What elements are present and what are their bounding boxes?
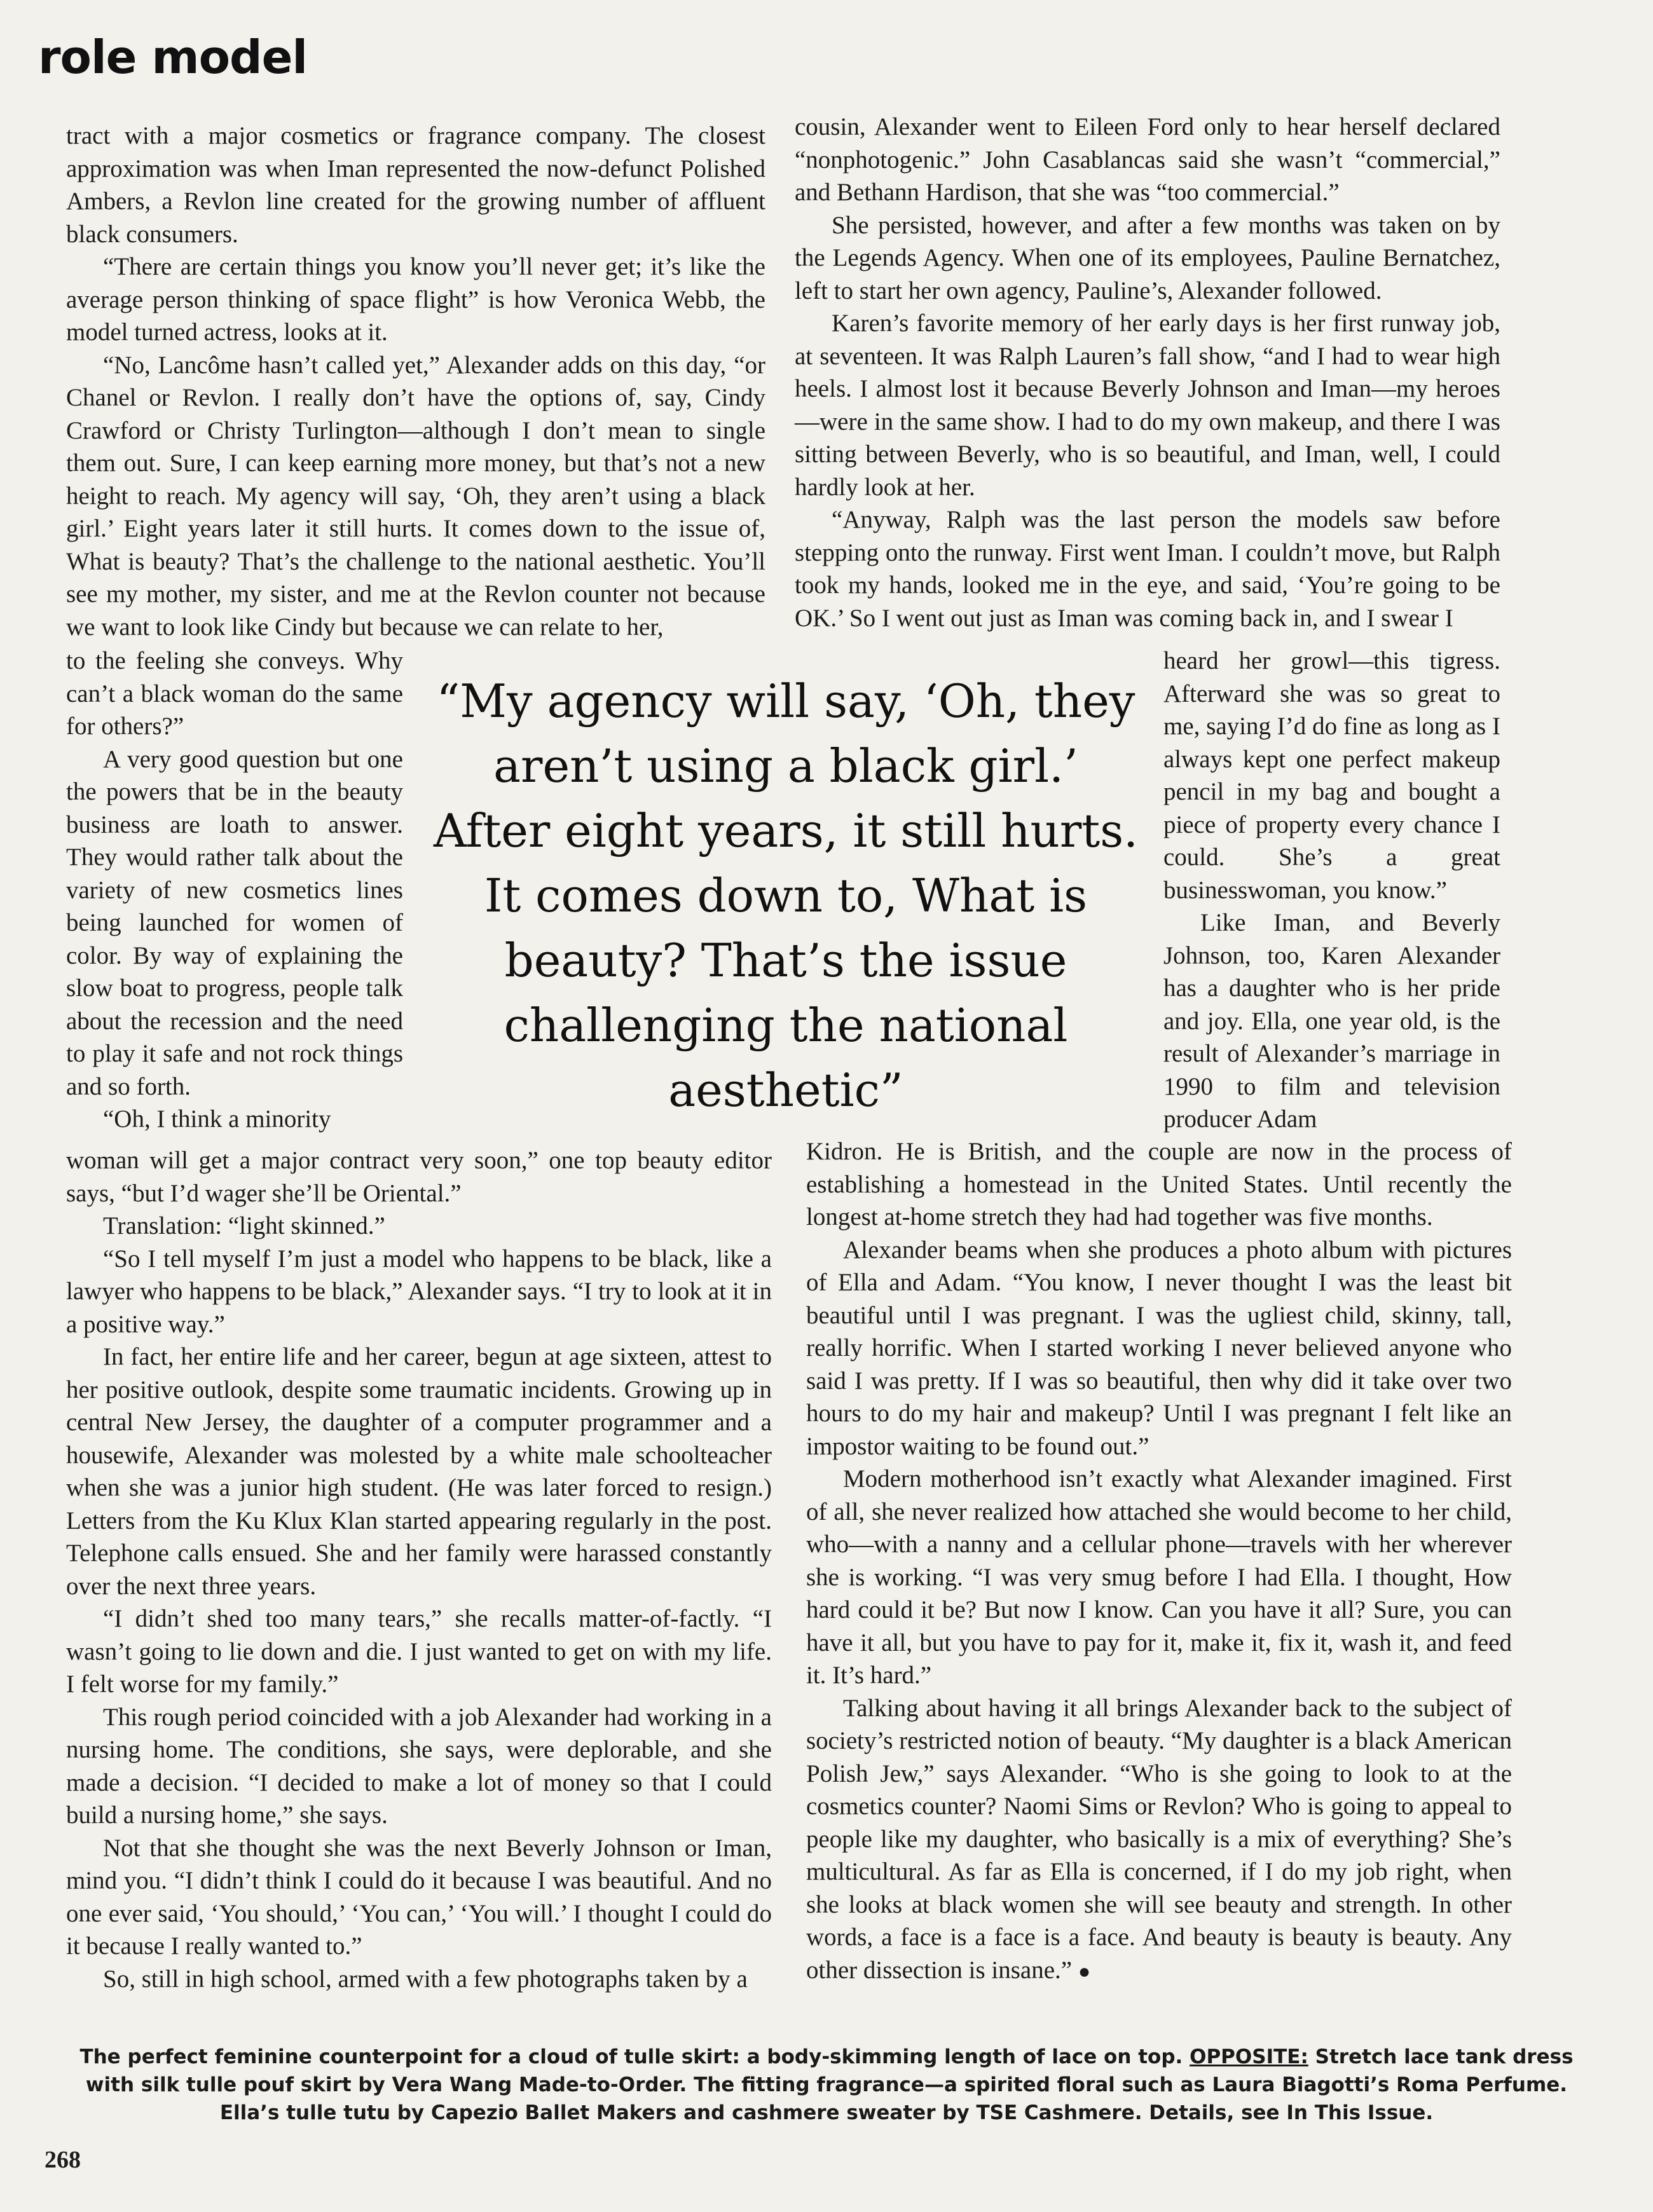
- paragraph: “Anyway, Ralph was the last person the models saw before stepping onto the runway. First went Iman. I couldn’t move, but Ralph took my hands, looked me in the eye, and said, ‘You’re going to be OK.’ So I went out just as Iman was coming back in, and I swear I: [795, 506, 1500, 632]
- paragraph: “No, Lancôme hasn’t called yet,” Alexander adds on this day, “or Chanel or Revlon. I really don’t have the options of, say, Cindy Crawford or Christy Turlington—although I don’t mean to single them out. Sure, I can keep earning more money, but that’s not a new height to reach. My agency will say, ‘Oh, they aren’t using a black girl.’ Eight years later it still hurts. It comes down to the issue of, What is beauty? That’s the challenge to the national aesthetic. You’ll see my mother, my sister, and me at the Revlon counter not because we want to look like Cindy but because we can relate to her,: [66, 351, 765, 641]
- paragraph: “There are certain things you know you’ll never get; it’s like the average person thinking of space flight” is how Veronica Webb, the model turned actress, looks at it.: [66, 253, 765, 346]
- paragraph: Translation: “light skinned.”: [103, 1212, 385, 1239]
- paragraph: Modern motherhood isn’t exactly what Alexander imagined. First of all, she never realized how attached she would become to her child, who—with a nanny and a cellular phone—travels with her wherever she is working. “I was very smug before I had Ella. I thought, How hard could it be? But now I know. Can you have it all? Sure, you can have it all, but you have to pay for it, make it, fix it, wash it, and feed it. It’s hard.”: [806, 1465, 1512, 1689]
- paragraph: Kidron. He is British, and the couple are now in the process of establishing a homestead in the United States. Until recently the longest at-home stretch they had had together was five months.: [806, 1138, 1512, 1231]
- article-column-left-top: [66, 119, 765, 643]
- paragraph-text: Talking about having it all brings Alexander back to the subject of society’s restricted notion of beauty. “My daughter is a black American Polish Jew,” says Alexander. “Who is she going to look to at the cosmetics counter? Naomi Sims or Revlon? Who is going to appeal to people like my daughter, who basically is a mix of everything? She’s multicultural. As far as Ella is concerned, if I do my job right, when she looks at black women she will see beauty and strength. In other words, a face is a face is a face. And beauty is beauty is beauty. Any other dissection is insane.”: [806, 1694, 1512, 1984]
- paragraph: Not that she thought she was the next Beverly Johnson or Iman, mind you. “I didn’t think I could do it because I was beautiful. And no one ever said, ‘You should,’ ‘You can,’ ‘You will.’ I thought I could do it because I really wanted to.”: [66, 1834, 772, 1960]
- paragraph: cousin, Alexander went to Eileen Ford only to hear herself declared “nonphotogenic.” John Casablancas said she wasn’t “commercial,” and Bethann Hardison, that she was “too commercial.”: [795, 113, 1500, 206]
- paragraph: This rough period coincided with a job Alexander had working in a nursing home. The conditions, she says, were deplorable, and she made a decision. “I decided to make a lot of money so that I could build a nursing home,” she says.: [66, 1703, 772, 1829]
- pull-quote: “My agency will say, ‘Oh, they aren’t using a black girl.’ After eight years, it still hurts. It comes down to, What is beauty? That’s the issue challenging the national aesthetic”: [433, 674, 1139, 1117]
- paragraph: Alexander beams when she produces a photo album with pictures of Ella and Adam. “You know, I never thought I was the least bit beautiful until I was pregnant. I was the ugliest child, skinny, tall, really horrific. When I started working I never believed anyone who said I was pretty. If I was so beautiful, then why did it take over two hours to do my hair and makeup? Until I was pregnant I felt like an impostor waiting to be found out.”: [806, 1236, 1512, 1460]
- article-column-left-mid: [66, 645, 403, 1136]
- article-column-right-bottom: [806, 1135, 1512, 1988]
- paragraph: woman will get a major contract very soon,” one top beauty editor says, “but I’d wager she’ll be Oriental.”: [66, 1147, 772, 1207]
- paragraph: A very good question but one the powers that be in the beauty business are loath to answer. They would rather talk about the variety of new cosmetics lines being launched for women of color. By way of explaining the slow boat to progress, people talk about the recession and the need to play it safe and not rock things and so forth.: [66, 745, 403, 1100]
- article-column-right-mid: [1163, 645, 1500, 1136]
- paragraph: tract with a major cosmetics or fragrance company. The closest approximation was when Iman represented the now-defunct Polished Ambers, a Revlon line created for the growing number of affluent black consumers.: [66, 122, 765, 248]
- paragraph: Karen’s favorite memory of her early days is her first runway job, at seventeen. It was Ralph Lauren’s fall show, “and I had to wear high heels. I almost lost it because Beverly Johnson and Iman—my heroes—were in the same show. I had to do my own makeup, and there I was sitting between Beverly, who is so beautiful, and Iman, well, I could hardly look at her.: [795, 310, 1500, 501]
- caption-intro: The perfect feminine counterpoint for a cloud of tulle skirt: a body-skimming length of lace on top.: [79, 2045, 1183, 2068]
- paragraph: Like Iman, and Beverly Johnson, too, Karen Alexander has a daughter who is her pride and joy. Ella, one year old, is the result of Alexander’s marriage in 1990 to film and television producer Adam: [1163, 909, 1500, 1133]
- end-mark-icon: ●: [1078, 1959, 1091, 1983]
- paragraph: So, still in high school, armed with a few photographs taken by a: [103, 1965, 748, 1993]
- section-header: role model: [38, 31, 308, 84]
- paragraph: “So I tell myself I’m just a model who happens to be black, like a lawyer who happens to be black,” Alexander says. “I try to look at it in a positive way.”: [66, 1245, 772, 1338]
- photo-caption: [76, 2043, 1577, 2127]
- caption-label-opposite: OPPOSITE:: [1190, 2045, 1308, 2068]
- caption-credits: Stretch lace tank dress with silk tulle pouf skirt by Vera Wang Made-to-Order. The fitting fragrance—a spirited floral such as Laura Biagotti’s Roma Perfume. Ella’s tulle tutu by Capezio Ballet Makers and cashmere sweater by TSE Cashmere. Details, see In This Issue.: [85, 2045, 1574, 2124]
- page-number: 268: [45, 2147, 81, 2173]
- paragraph: “Oh, I think a minority: [103, 1105, 331, 1133]
- paragraph: “I didn’t shed too many tears,” she recalls matter-of-factly. “I wasn’t going to lie down and die. I just wanted to get on with my life. I felt worse for my family.”: [66, 1605, 772, 1698]
- paragraph: [806, 1692, 1512, 1988]
- article-column-right-top: [795, 111, 1500, 634]
- paragraph: heard her growl—this tigress. Afterward she was so great to me, saying I’d do fine as long as I always kept one perfect makeup pencil in my bag and bought a piece of property every chance I could. She’s a great businesswoman, you know.”: [1163, 647, 1500, 904]
- article-column-left-bottom: [66, 1144, 772, 1995]
- paragraph: to the feeling she conveys. Why can’t a black woman do the same for others?”: [66, 647, 403, 740]
- paragraph: She persisted, however, and after a few months was taken on by the Legends Agency. When one of its employees, Pauline Bernatchez, left to start her own agency, Pauline’s, Alexander followed.: [795, 211, 1500, 304]
- paragraph: In fact, her entire life and her career, begun at age sixteen, attest to her positive outlook, despite some traumatic incidents. Growing up in central New Jersey, the daughter of a computer programmer and a housewife, Alexander was molested by a white male schoolteacher when she was a junior high student. (He was later forced to resign.) Letters from the Ku Klux Klan started appearing regularly in the post. Telephone calls ensued. She and her family were harassed constantly over the next three years.: [66, 1343, 772, 1600]
